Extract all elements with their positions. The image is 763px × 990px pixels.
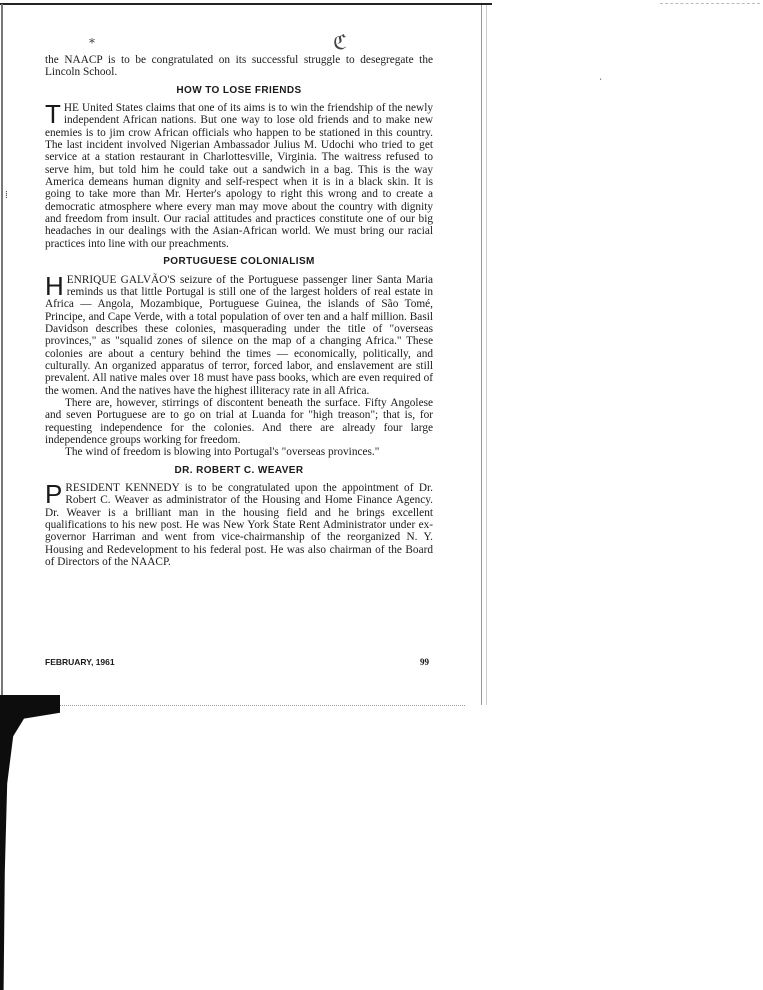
section-paragraph [45, 99, 433, 250]
bottom-scan-line [40, 705, 465, 706]
paragraph-text: ENRIQUE GALVÃO'S seizure of the Portuguese passenger liner Santa Maria reminds us that little Portugal is still one of the largest holders of real estate in Africa — Angola, Mozambique, Portuguese Guinea, the islands of São Tomé, Principe, and Cape Verde, with a total population of over ten and a half million. Basil Davidson describes these colonies, masquerading under the title of "overseas provinces," as "squalid zones of silence on the map of a changing Africa." These colonies are about a century behind the times — economically, politically, and culturally. An organized apparatus of terror, forced labor, and enslavement are still prevalent. All native males over 18 must have pass books, which are even required of the women. And the natives have the highest illiteracy rate in all Africa. [45, 273, 433, 397]
article-column [45, 54, 433, 568]
scan-smudge-icon: ℭ [333, 32, 348, 54]
section-heading: PORTUGUESE COLONIALISM [163, 256, 315, 268]
section-paragraph [45, 270, 433, 397]
section-how-to-lose-friends [45, 85, 433, 250]
issue-date: FEBRUARY, 1961 [45, 657, 115, 667]
drop-cap: P [45, 479, 63, 509]
scan-speck-icon: ⸼ [600, 71, 602, 80]
top-rule [0, 3, 492, 5]
scan-shadow [0, 695, 60, 990]
page-right-edge [481, 5, 482, 705]
scan-dash-mark [660, 3, 760, 4]
intro-paragraph: the NAACP is to be congratulated on its successful struggle to desegregate the Lincoln School. [45, 54, 433, 79]
section-heading: DR. ROBERT C. WEAVER [174, 464, 304, 476]
section-paragraph: There are, however, stirrings of discontent beneath the surface. Fifty Angolese and seven Portuguese are to go on trial at Luanda for "high treason"; that is, for requesting independence for the colonies. And there are already four large independence groups working for freedom. [45, 396, 433, 446]
section-heading: HOW TO LOSE FRIENDS [176, 84, 302, 96]
section-portuguese-colonialism [45, 256, 433, 459]
page-right-edge-shadow [486, 5, 487, 705]
section-paragraph [45, 479, 433, 569]
scan-speck-icon: ⁎ [89, 32, 95, 46]
drop-cap: H [45, 270, 64, 301]
binding-mark-icon: ⁞ [5, 190, 8, 201]
drop-cap: T [45, 99, 61, 130]
page-number: 99 [420, 657, 429, 667]
paragraph-text: HE United States claims that one of its aims is to win the friendship of the newly independent African nations. But one way to lose old friends and to make new enemies is to jim crow African officials who happen to be stationed in this country. The last incident involved Nigerian Ambassador Julius M. Udochi who tried to get service at a station restaurant in Charlottesville, Virginia. The waitress refused to serve him, but told him he could take out a sandwich in a bag. This is the way America demeans human dignity and self-respect when it is in a black skin. It is going to take more than Mr. Herter's apology to right this wrong and to create a democratic atmosphere where every man may move about the country with dignity and freedom from insult. Our racial attitudes and practices constitute one of our big headaches in our dealings with the Asian-African world. We must bring our racial practices into line with our preachments. [45, 102, 433, 250]
section-paragraph: The wind of freedom is blowing into Portugal's "overseas provinces." [65, 446, 380, 459]
paragraph-text: RESIDENT KENNEDY is to be congratulated upon the appointment of Dr. Robert C. Weaver as administrator of the Housing and Home Finance Agency. Dr. Weaver is a brilliant man in the housing field and he brings excellent qualifications to his new post. He was New York State Rent Administrator under ex-governor Harriman and went from vice-chairmanship of the reorganized N. Y. Housing and Redevelopment to his federal post. He was also chairman of the Board of Directors of the NAACP. [45, 482, 433, 569]
section-dr-robert-c-weaver [45, 465, 433, 569]
page-left-edge [1, 4, 3, 700]
